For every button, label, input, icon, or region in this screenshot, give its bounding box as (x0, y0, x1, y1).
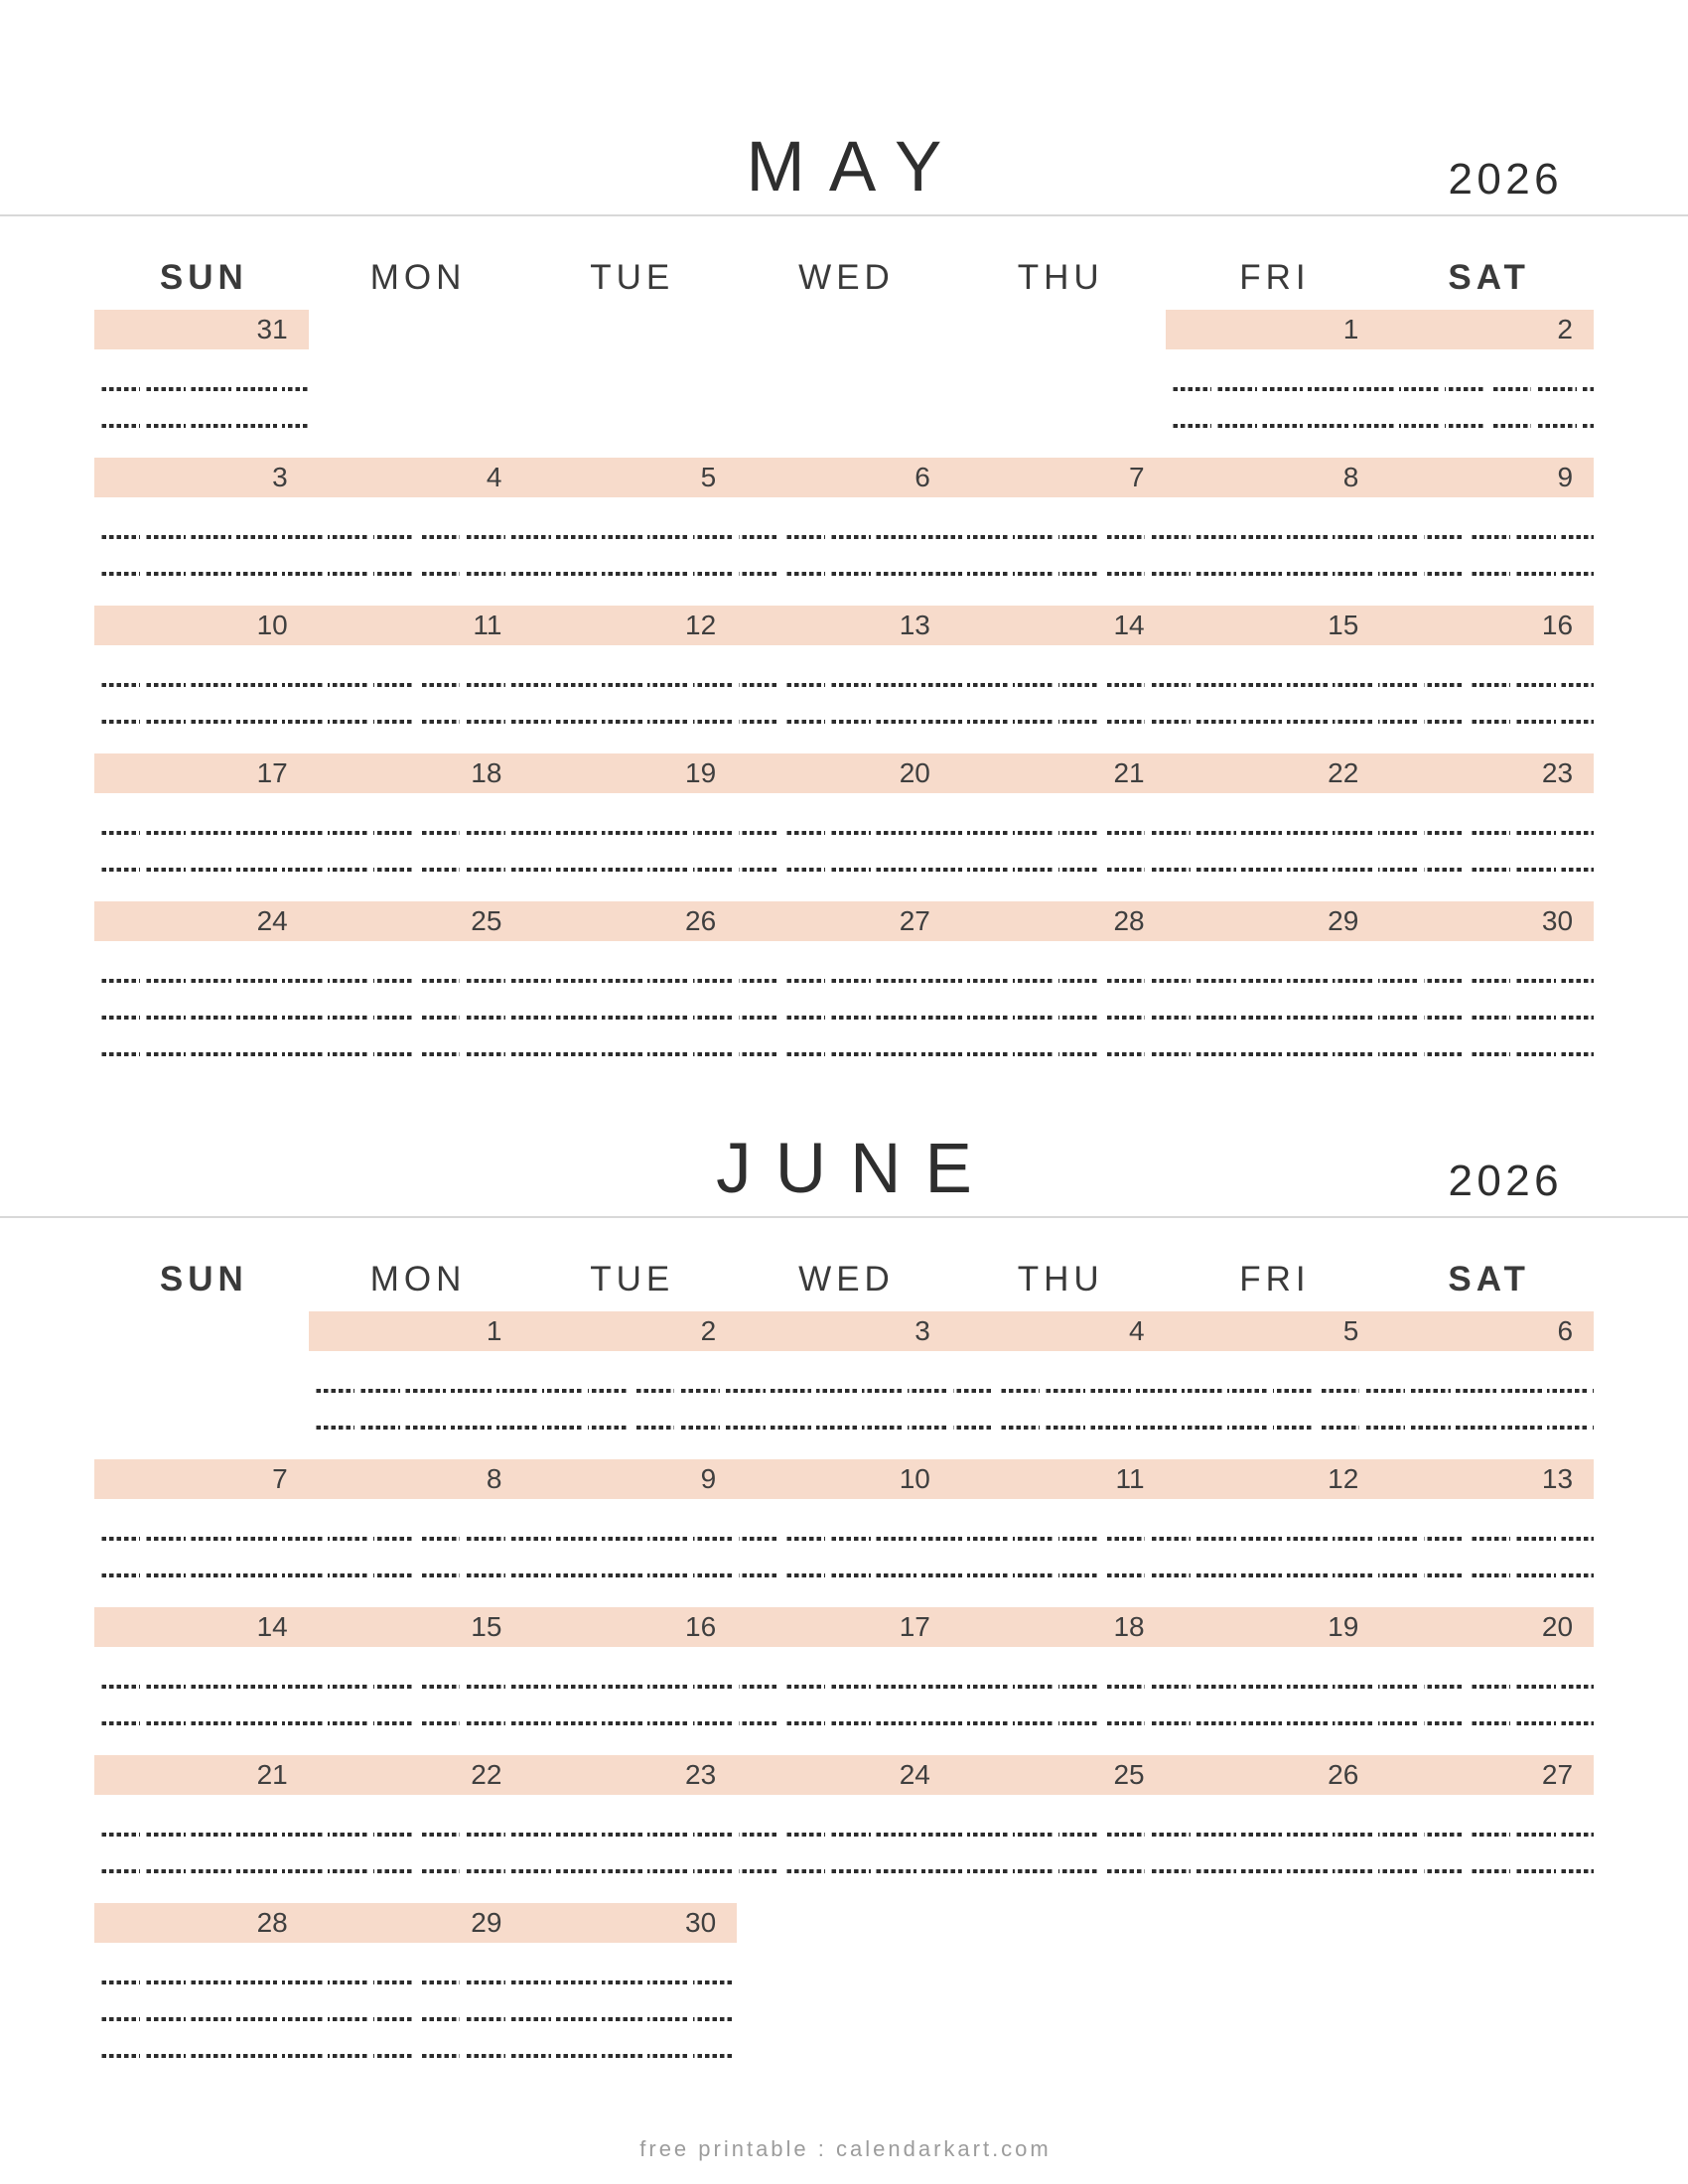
date-bar (94, 458, 1594, 497)
week-row (94, 458, 1594, 606)
date-cell (737, 1755, 951, 1795)
date-number: 5 (700, 462, 717, 492)
date-cell (1166, 1459, 1380, 1499)
date-number: 22 (1328, 757, 1359, 788)
weekday-label-wed: WED (798, 258, 895, 297)
date-number: 2 (1557, 314, 1573, 344)
date-number: 18 (471, 757, 502, 788)
week-row (94, 1607, 1594, 1755)
date-cell (951, 1311, 1166, 1351)
date-bar (94, 753, 1594, 793)
date-number: 30 (685, 1907, 717, 1938)
date-number: 11 (1115, 1463, 1145, 1494)
date-cell (1166, 1311, 1380, 1351)
date-cell (1379, 1607, 1594, 1647)
weekday-label-thu: THU (1017, 1260, 1104, 1298)
date-number: 14 (1113, 610, 1145, 640)
date-cell (522, 606, 737, 645)
date-number: 29 (1328, 905, 1359, 936)
weekday-header-row (94, 1218, 1594, 1311)
date-cell (309, 1459, 523, 1499)
date-cell (1166, 310, 1380, 349)
date-bar (1166, 310, 1594, 349)
date-number: 2 (700, 1315, 717, 1346)
date-number: 28 (1113, 905, 1145, 936)
date-number: 7 (272, 1463, 288, 1494)
date-number: 10 (256, 610, 288, 640)
date-number: 30 (1541, 905, 1574, 936)
date-cell (737, 753, 951, 793)
date-cell (1379, 1459, 1594, 1499)
date-number: 25 (1113, 1759, 1145, 1790)
date-number: 26 (685, 905, 717, 936)
date-number: 31 (256, 314, 288, 344)
date-number: 25 (471, 905, 502, 936)
date-number: 4 (486, 462, 502, 492)
date-number: 13 (1541, 1463, 1574, 1494)
weekday-label-fri: FRI (1239, 258, 1311, 297)
note-line (309, 1426, 1594, 1430)
note-line (94, 683, 1594, 687)
date-cell (1166, 1607, 1380, 1647)
date-number: 8 (486, 1463, 502, 1494)
note-line (94, 1573, 1594, 1577)
date-cell (951, 606, 1166, 645)
date-cell (522, 1607, 737, 1647)
weekday-label-sat: SAT (1448, 1260, 1530, 1298)
date-cell (94, 606, 309, 645)
date-bar (309, 1311, 1594, 1351)
date-number: 6 (914, 462, 930, 492)
date-number: 26 (1328, 1759, 1359, 1790)
date-number: 24 (256, 905, 288, 936)
month-title-row (0, 1049, 1688, 1218)
date-cell (951, 901, 1166, 941)
date-number: 20 (1541, 1611, 1574, 1642)
week-segment (94, 1903, 737, 2058)
date-cell (737, 901, 951, 941)
date-number: 15 (471, 1611, 502, 1642)
note-line (1166, 387, 1594, 391)
date-bar (94, 1755, 1594, 1795)
date-number: 27 (1541, 1759, 1574, 1790)
date-number: 4 (1129, 1315, 1145, 1346)
note-line (94, 572, 1594, 576)
date-number: 6 (1557, 1315, 1574, 1346)
note-line (94, 720, 1594, 724)
date-cell (1379, 310, 1594, 349)
date-cell (522, 1459, 737, 1499)
date-cell (309, 606, 523, 645)
note-line (94, 2017, 737, 2021)
weekday-label-wed: WED (798, 1260, 895, 1298)
week-segment (94, 1755, 1594, 1903)
date-bar (94, 901, 1594, 941)
date-number: 17 (256, 757, 288, 788)
date-number: 3 (914, 1315, 930, 1346)
date-cell (94, 1459, 309, 1499)
note-line (94, 1685, 1594, 1689)
note-line (94, 2054, 737, 2058)
date-cell (522, 753, 737, 793)
date-number: 11 (473, 610, 502, 640)
month-may (0, 0, 1688, 1049)
date-cell (1379, 753, 1594, 793)
month-year: 2026 (1448, 1157, 1563, 1205)
weekday-label-thu: THU (1017, 258, 1104, 297)
date-cell (1379, 606, 1594, 645)
month-name: JUNE (716, 1130, 997, 1208)
date-cell (1166, 1755, 1380, 1795)
date-cell (522, 901, 737, 941)
date-number: 12 (1328, 1463, 1359, 1494)
date-number: 23 (685, 1759, 717, 1790)
date-number: 19 (1328, 1611, 1359, 1642)
date-number: 9 (1557, 462, 1574, 492)
date-cell (1166, 606, 1380, 645)
date-number: 21 (1113, 757, 1145, 788)
date-number: 21 (256, 1759, 288, 1790)
date-cell (522, 1903, 737, 1943)
date-number: 12 (685, 610, 717, 640)
note-line (94, 387, 309, 391)
date-number: 17 (899, 1611, 930, 1642)
date-bar (94, 606, 1594, 645)
date-cell (522, 1311, 737, 1351)
date-number: 27 (899, 905, 930, 936)
date-cell (1166, 458, 1380, 497)
date-number: 5 (1342, 1315, 1359, 1346)
date-bar (94, 1459, 1594, 1499)
note-line (94, 1721, 1594, 1725)
date-number: 29 (471, 1907, 502, 1938)
date-number: 14 (256, 1611, 288, 1642)
weekday-label-tue: TUE (590, 258, 675, 297)
note-line (94, 535, 1594, 539)
date-number: 16 (1541, 610, 1574, 640)
week-segment (94, 901, 1594, 1056)
note-line (94, 868, 1594, 872)
date-cell (1166, 753, 1380, 793)
date-number: 22 (471, 1759, 502, 1790)
date-cell (951, 1755, 1166, 1795)
date-cell (1379, 901, 1594, 941)
date-cell (737, 1459, 951, 1499)
week-row (94, 901, 1594, 1049)
date-number: 24 (899, 1759, 930, 1790)
weekday-label-tue: TUE (590, 1260, 675, 1298)
date-bar (94, 1607, 1594, 1647)
date-cell (1379, 1755, 1594, 1795)
date-cell (951, 458, 1166, 497)
date-cell (94, 458, 309, 497)
week-row (94, 1903, 1594, 2051)
date-cell (94, 753, 309, 793)
note-line (94, 979, 1594, 983)
week-row (94, 1755, 1594, 1903)
date-number: 8 (1342, 462, 1359, 492)
date-number: 9 (700, 1463, 717, 1494)
date-cell (94, 1755, 309, 1795)
date-cell (737, 1311, 951, 1351)
week-segment (1166, 310, 1594, 458)
month-june (0, 1049, 1688, 2051)
week-row (94, 1459, 1594, 1607)
note-line (94, 424, 309, 428)
date-number: 13 (899, 610, 930, 640)
date-cell (522, 1755, 737, 1795)
week-row (94, 310, 1594, 458)
week-segment (309, 1311, 1594, 1459)
weekday-label-sat: SAT (1448, 258, 1530, 297)
weekday-label-sun: SUN (159, 258, 248, 297)
date-cell (309, 1755, 523, 1795)
date-number: 3 (272, 462, 288, 492)
note-line (94, 1869, 1594, 1873)
date-cell (1379, 1311, 1594, 1351)
date-cell (309, 458, 523, 497)
date-cell (522, 458, 737, 497)
month-name: MAY (746, 128, 966, 206)
weekday-header-row (94, 216, 1594, 310)
date-number: 20 (899, 757, 930, 788)
date-cell (94, 1903, 309, 1943)
weekday-label-mon: MON (369, 258, 467, 297)
note-line (94, 1537, 1594, 1541)
weekday-label-mon: MON (369, 1260, 467, 1298)
week-row (94, 1311, 1594, 1459)
week-segment (94, 310, 309, 458)
date-number: 15 (1328, 610, 1359, 640)
date-cell (309, 1607, 523, 1647)
date-cell (951, 1459, 1166, 1499)
week-row (94, 753, 1594, 901)
note-line (94, 1016, 1594, 1020)
date-cell (309, 901, 523, 941)
date-number: 19 (685, 757, 717, 788)
month-title-row (0, 0, 1688, 216)
weekday-label-fri: FRI (1239, 1260, 1311, 1298)
note-line (309, 1389, 1594, 1393)
date-number: 28 (256, 1907, 288, 1938)
date-cell (94, 310, 309, 349)
week-segment (94, 1459, 1594, 1607)
date-number: 18 (1113, 1611, 1145, 1642)
date-number: 10 (899, 1463, 930, 1494)
date-number: 1 (486, 1315, 502, 1346)
note-line (1166, 424, 1594, 428)
note-line (94, 1833, 1594, 1837)
date-cell (94, 1607, 309, 1647)
week-segment (94, 458, 1594, 606)
note-line (94, 831, 1594, 835)
date-cell (951, 1607, 1166, 1647)
date-bar (94, 1903, 737, 1943)
date-bar (94, 310, 309, 349)
date-cell (737, 606, 951, 645)
week-row (94, 606, 1594, 753)
week-segment (94, 606, 1594, 753)
date-cell (309, 753, 523, 793)
date-cell (309, 1903, 523, 1943)
week-segment (94, 1607, 1594, 1755)
date-cell (1166, 901, 1380, 941)
month-year: 2026 (1448, 155, 1563, 204)
date-cell (951, 753, 1166, 793)
date-cell (737, 458, 951, 497)
date-cell (309, 1311, 523, 1351)
week-segment (94, 753, 1594, 901)
weekday-label-sun: SUN (159, 1260, 248, 1298)
date-cell (737, 1607, 951, 1647)
footer-credit: free printable : calendarkart.com (639, 2136, 1052, 2161)
date-cell (1379, 458, 1594, 497)
date-number: 16 (685, 1611, 717, 1642)
date-cell (94, 901, 309, 941)
date-number: 7 (1129, 462, 1145, 492)
date-number: 23 (1541, 757, 1574, 788)
date-number: 1 (1342, 314, 1359, 344)
note-line (94, 1980, 737, 1984)
